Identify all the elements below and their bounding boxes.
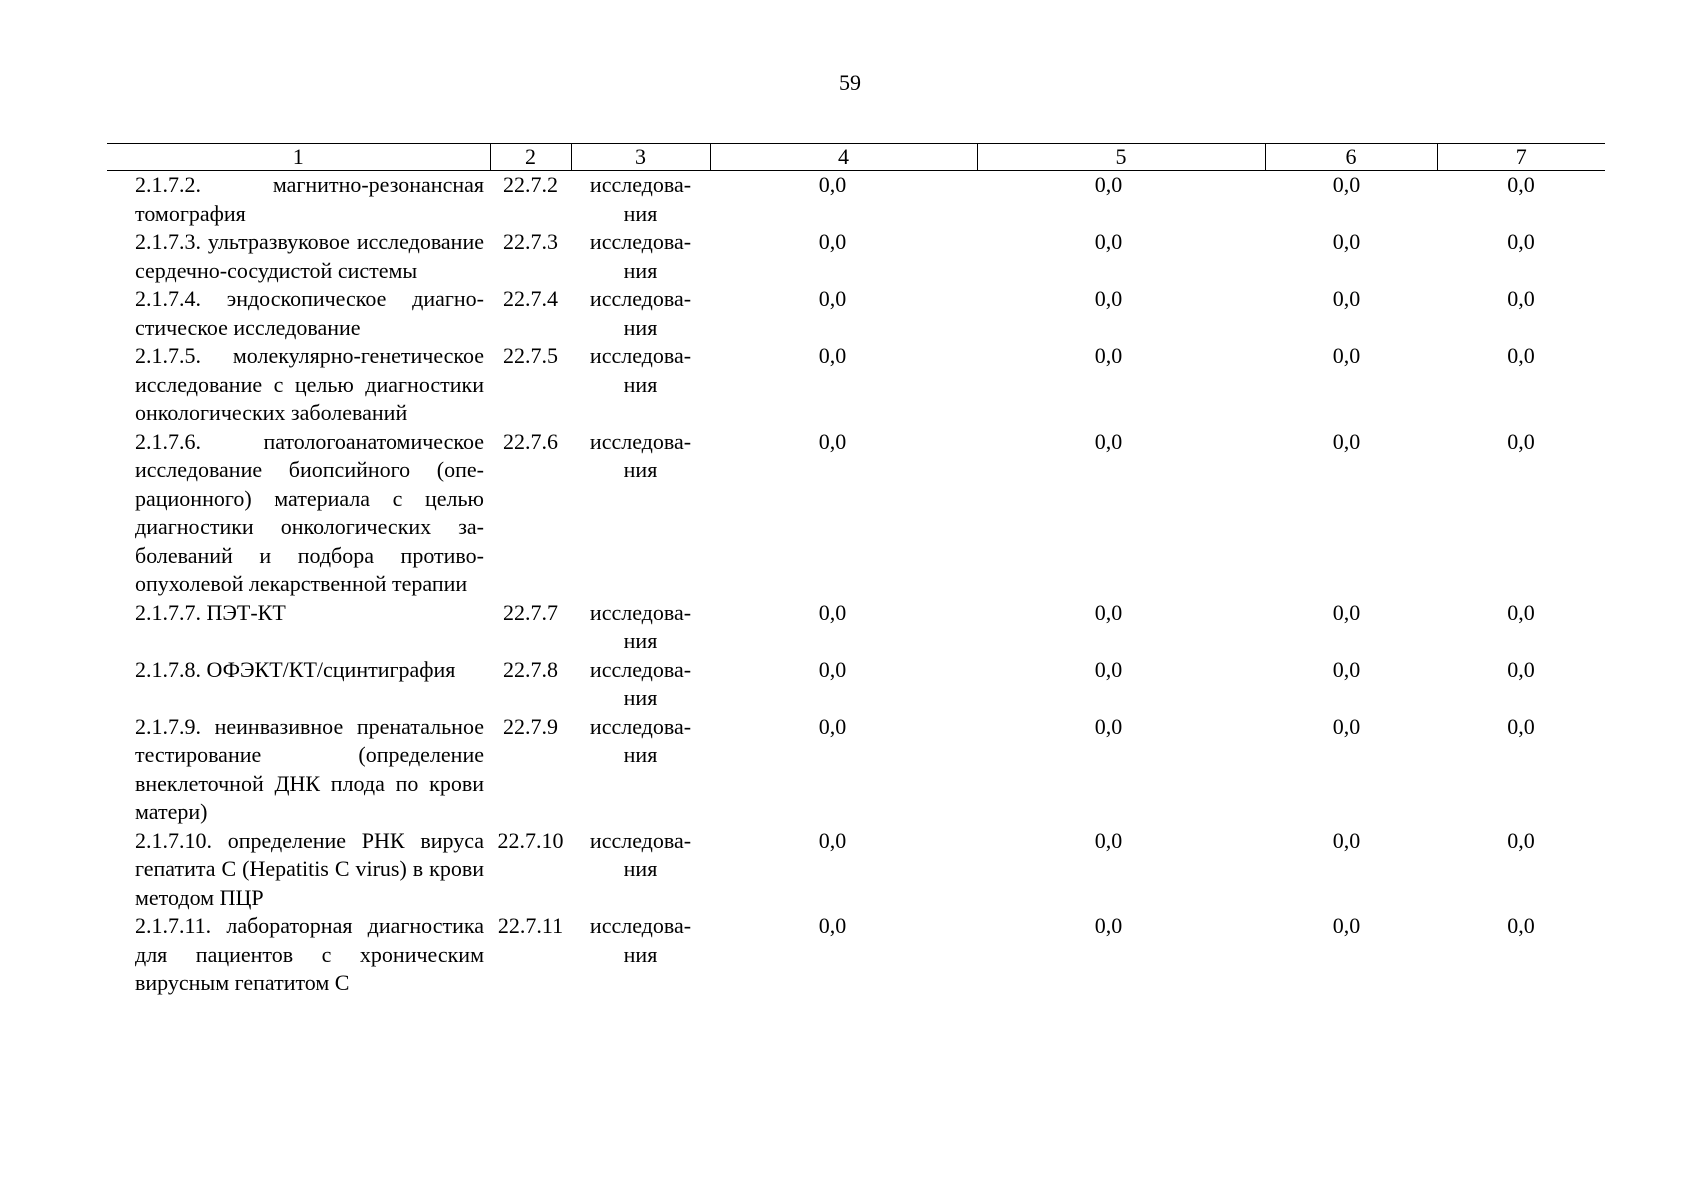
table-row	[107, 599, 1605, 656]
row-value-col7: 0,0	[1507, 428, 1535, 454]
row-code: 22.7.4	[503, 286, 558, 311]
row-unit	[571, 912, 710, 998]
row-value-col6: 0,0	[1332, 172, 1361, 197]
row-unit	[571, 228, 710, 285]
row-value-col5: 0,0	[1094, 656, 1123, 682]
row-value-col5: 0,0	[1094, 913, 1123, 938]
table-row	[107, 827, 1605, 913]
page-number: 59	[839, 70, 861, 95]
row-code: 22.7.9	[503, 713, 558, 739]
row-name: 2.1.7.5. молекулярно-генетическое исследование с целью диагностики онкологических заболеваний	[135, 343, 484, 425]
row-value-col4: 0,0	[818, 343, 847, 368]
row-value-col6: 0,0	[1332, 229, 1361, 254]
tariff-table	[107, 143, 1605, 998]
row-value-col6: 0,0	[1332, 599, 1361, 625]
row-code: 22.7.2	[503, 172, 558, 197]
row-value-col4: 0,0	[818, 286, 847, 311]
row-value-col5: 0,0	[1094, 343, 1123, 368]
row-value-col6: 0,0	[1332, 656, 1361, 682]
row-value-col5: 0,0	[1094, 827, 1123, 853]
table-row	[107, 713, 1605, 827]
row-value-col7: 0,0	[1507, 656, 1535, 682]
table-row	[107, 228, 1605, 285]
table-row	[107, 912, 1605, 998]
row-unit-line: ния	[623, 457, 658, 482]
row-name: 2.1.7.11. лабораторная диагностика для пациентов с хроническим вирусным гепатитом C	[135, 913, 484, 995]
row-unit	[571, 713, 710, 827]
row-code: 22.7.8	[503, 656, 558, 682]
column-number-3: 3	[571, 144, 710, 171]
row-unit-line: ния	[623, 314, 658, 340]
row-value-col4: 0,0	[818, 229, 847, 254]
table-row	[107, 428, 1605, 599]
column-number-5: 5	[977, 144, 1265, 171]
row-unit	[571, 342, 710, 428]
row-unit-line: исследова-	[589, 343, 692, 368]
row-name: 2.1.7.2. магнитно-резонансная томография	[135, 172, 484, 226]
row-unit-line: ния	[623, 628, 658, 653]
column-number-6: 6	[1265, 144, 1437, 171]
row-value-col7: 0,0	[1507, 913, 1535, 938]
row-value-col7: 0,0	[1507, 172, 1535, 197]
row-value-col5: 0,0	[1094, 286, 1123, 311]
row-value-col6: 0,0	[1332, 286, 1361, 311]
row-unit-line: ния	[623, 371, 658, 397]
row-unit-line: исследова-	[589, 599, 692, 625]
row-value-col4: 0,0	[818, 172, 847, 197]
row-unit	[571, 599, 710, 656]
row-code: 22.7.10	[497, 827, 564, 853]
row-value-col4: 0,0	[818, 713, 847, 739]
row-unit-line: исследова-	[589, 713, 692, 739]
row-unit-line: исследова-	[589, 286, 692, 311]
row-value-col7: 0,0	[1507, 229, 1535, 254]
row-unit-line: ния	[623, 742, 658, 767]
row-value-col6: 0,0	[1332, 428, 1361, 454]
column-number-header-row	[107, 144, 1605, 171]
row-name: 2.1.7.7. ПЭТ-КТ	[135, 599, 286, 625]
row-value-col5: 0,0	[1094, 713, 1123, 739]
row-value-col7: 0,0	[1507, 827, 1535, 853]
row-value-col4: 0,0	[818, 599, 847, 625]
row-value-col4: 0,0	[818, 827, 847, 853]
row-unit-line: ния	[623, 856, 658, 881]
table-row	[107, 656, 1605, 713]
row-code: 22.7.7	[503, 599, 558, 625]
row-unit-line: исследова-	[589, 913, 692, 938]
row-unit-line: ния	[623, 257, 658, 283]
column-number-1: 1	[107, 144, 490, 171]
column-number-7: 7	[1437, 144, 1605, 171]
row-value-col7: 0,0	[1507, 713, 1535, 739]
row-name: 2.1.7.10. определение РНК вируса гепатита C (Hepatitis C virus) в крови методом ПЦР	[135, 827, 484, 910]
row-name: 2.1.7.6. патологоанатомическое исследование биопсийного (операционного) материала с целью диагностики онкологических заболеваний и подбора противоопухолевой лекарственной терапии	[135, 428, 484, 596]
row-name: 2.1.7.9. неинвазивное пренатальное тестирование (определение внеклеточной ДНК плода по крови матери)	[135, 713, 484, 824]
row-name: 2.1.7.8. ОФЭКТ/КТ/сцинтиграфия	[135, 656, 456, 682]
row-value-col5: 0,0	[1094, 172, 1123, 197]
table-row	[107, 342, 1605, 428]
row-value-col6: 0,0	[1332, 713, 1361, 739]
column-number-2: 2	[490, 144, 571, 171]
row-value-col6: 0,0	[1332, 827, 1361, 853]
row-unit-line: ния	[623, 941, 658, 967]
row-unit-line: исследова-	[589, 827, 692, 853]
row-unit-line: исследова-	[589, 428, 692, 454]
row-name: 2.1.7.4. эндоскопическое диагностическое исследование	[135, 286, 484, 340]
table-row	[107, 285, 1605, 342]
row-code: 22.7.6	[503, 428, 558, 454]
row-unit-line: ния	[623, 685, 658, 710]
row-name: 2.1.7.3. ультразвуковое исследование сердечно-сосудистой системы	[135, 229, 484, 283]
row-unit	[571, 656, 710, 713]
row-unit	[571, 171, 710, 229]
column-number-4: 4	[710, 144, 977, 171]
row-value-col7: 0,0	[1507, 599, 1535, 625]
row-unit-line: исследова-	[589, 172, 692, 197]
row-value-col4: 0,0	[818, 656, 847, 682]
row-unit-line: исследова-	[589, 656, 692, 682]
row-value-col5: 0,0	[1094, 428, 1123, 454]
row-unit-line: исследова-	[589, 229, 692, 254]
row-unit	[571, 827, 710, 913]
row-value-col5: 0,0	[1094, 229, 1123, 254]
table-row	[107, 171, 1605, 229]
row-unit-line: ния	[623, 200, 658, 226]
row-value-col4: 0,0	[818, 428, 847, 454]
row-value-col7: 0,0	[1507, 343, 1535, 368]
row-value-col7: 0,0	[1507, 286, 1535, 311]
row-value-col5: 0,0	[1094, 599, 1123, 625]
row-code: 22.7.3	[503, 229, 558, 254]
row-unit	[571, 285, 710, 342]
row-code: 22.7.5	[503, 343, 558, 368]
row-unit	[571, 428, 710, 599]
row-value-col4: 0,0	[818, 913, 847, 938]
row-code: 22.7.11	[497, 913, 564, 938]
row-value-col6: 0,0	[1332, 913, 1361, 938]
row-value-col6: 0,0	[1332, 343, 1361, 368]
